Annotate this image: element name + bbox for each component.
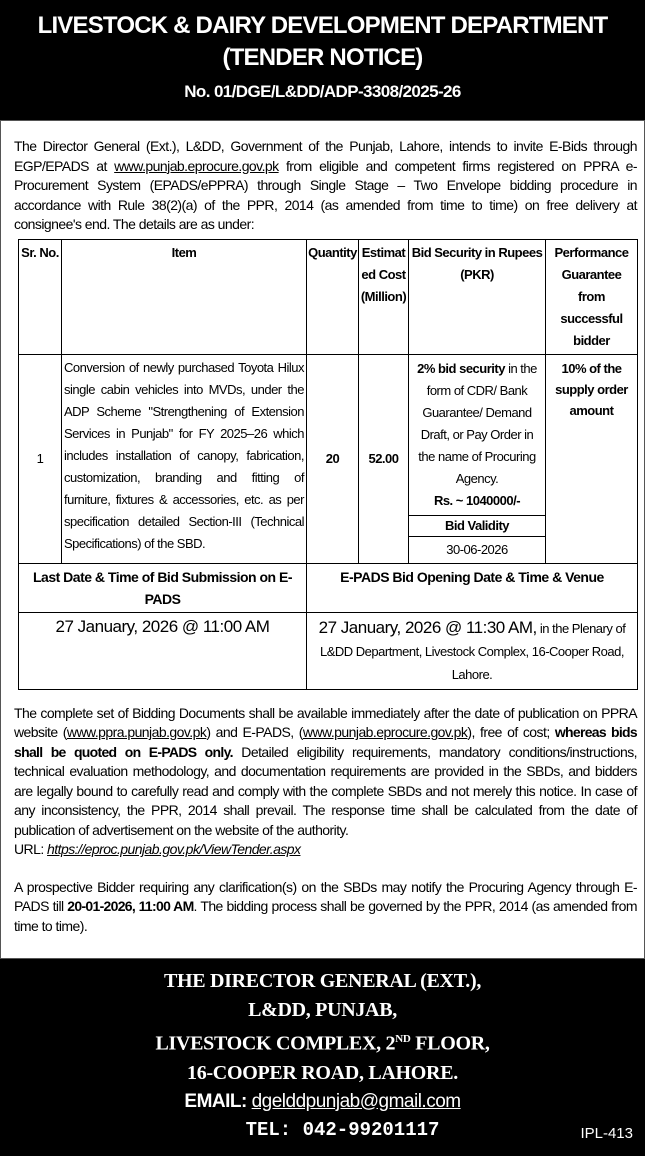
bid-security-percent: 2% bid security [417,360,505,376]
docs-text: The complete set of Bidding Documents shall be available immediately after the date of publication on PPRA website ( [14,704,637,740]
view-tender-link[interactable]: https://eproc.punjab.gov.pk/ViewTender.aspx [47,841,301,857]
intro-text: The Director General (Ext.), L&DD, Government of the Punjab, Lahore, intends to invite E-Bids through EGP/EPADS at [14,138,637,174]
quantity: 20 [307,354,359,563]
footer-line-3 [0,1025,645,1059]
clarification-text: A prospective Bidder requiring any clarification(s) on the SBDs may notify the Procuring Agency through E-PADS till [14,878,637,914]
clarification-text-2: . The bidding process shall be governed by the PPR, 2014 (as amended from time to time). [14,898,637,934]
epads-link[interactable]: www.punjab.eprocure.gov.pk [114,157,279,174]
bid-security [409,354,546,515]
contact-footer [0,959,645,1156]
footer-floor: FLOOR, [410,1032,490,1055]
col-bid-security: Bid Security in Rupees (PKR) [409,239,546,354]
intro-text-2: from eligible and competent firms registered on PPRA e-Procurement System (EPADS/ePPRA) through Single Stage – Two Envelope bidding procedure in accordance with Rule 38(2)(a) of the PPR, 2014 (as amended from time to time) on free delivery at consignee's end. The details are as under: [14,157,637,232]
footer-line-4: 16-COOPER ROAD, LAHORE. [187,1061,458,1084]
submission-label: Last Date & Time of Bid Submission on E-PADS [19,563,307,612]
docs-bold-text: whereas bids shall be quoted on E-PADS only. [14,724,637,760]
notice-body [0,120,645,959]
email-link[interactable]: dgelddpunjab@gmail.com [251,1090,461,1112]
footer-line-2: L&DD, PUNJAB, [248,999,397,1021]
opening-label: E-PADS Bid Opening Date & Time & Venue [307,563,638,612]
col-sr-no: Sr. No. [19,239,62,354]
footer-address: LIVESTOCK COMPLEX, 2 [155,1032,396,1055]
notice-header [0,0,645,120]
performance-guarantee-text: 10% of the supply order amount [555,360,628,418]
eprocure-link[interactable]: www.punjab.eprocure.gov.pk [302,724,468,740]
tender-table [18,239,638,690]
sr-no: 1 [19,354,62,563]
ad-code: IPL-413 [580,1124,633,1142]
opening-details [307,612,638,689]
col-estimated-cost: Estimated Cost (Million) [359,239,409,354]
docs-text: ), free of cost; [467,724,555,740]
docs-text: ) and E-PADS, ( [206,724,303,740]
notice-subtitle: (TENDER NOTICE) [222,44,423,71]
opening-datetime: 27 January, 2026 @ 11:30 AM, [318,617,537,637]
opening-venue: in the Plenary of L&DD Department, Livestock Complex, 16-Cooper Road, Lahore. [320,620,626,682]
col-item: Item [62,239,307,354]
email-label: EMAIL: [184,1090,252,1112]
ppra-link[interactable]: www.ppra.punjab.gov.pk [66,724,207,740]
clarification-paragraph [14,878,637,937]
table-row [19,354,638,515]
bid-security-text: in the form of CDR/ Bank Guarantee/ Demand Draft, or Pay Order in the name of Procuring Agency. [418,360,537,486]
submission-deadline: 27 January, 2026 @ 11:00 AM [19,612,307,689]
col-performance-guarantee: Performance Guarantee from successful bidder [546,239,638,354]
clarification-deadline: 20-01-2026, 11:00 AM [67,898,194,914]
bid-validity-label: Bid Validity [409,515,546,536]
url-label: URL: [14,841,48,857]
item-description: Conversion of newly purchased Toyota Hilux single cabin vehicles into MVDs, under the ADP Scheme "Strengthening of Extension Services in Punjab" for FY 2025–26 which includes installation of canopy, fabrication, customization, branding and fitting of furniture, fixtures & accessories, etc. as per specification detailed Section-III (Technical Specifications) of the SBD. [62,354,307,563]
footer-sup: ND [395,1033,411,1045]
department-title: LIVESTOCK & DAIRY DEVELOPMENT DEPARTMENT [37,12,608,39]
reference-number: No. 01/DGE/L&DD/ADP-3308/2025-26 [184,82,461,101]
docs-text: Detailed eligibility requirements, mandatory conditions/instructions, technical evaluation methodology, and documentation requirements are provided in the SBDs, and bidders are legally bound to carefully read and comply with the complete SBDs and not merely this notice. In case of any inconsistency, the PPR, 2014 shall prevail. The response time shall be calculated from the date of publication of advertisement on the website of the authority. [14,743,637,838]
footer-email [0,1088,645,1116]
documents-paragraph [14,704,637,860]
estimated-cost: 52.00 [359,354,409,563]
intro-paragraph [14,137,637,235]
footer-line-1: THE DIRECTOR GENERAL (EXT.), [163,970,482,992]
bid-security-amount: Rs. ~ 1040000/- [433,492,521,508]
col-quantity: Quantity [307,239,359,354]
bid-validity-date: 30-06-2026 [409,536,546,563]
performance-guarantee [546,354,638,563]
table-header-row [19,239,638,354]
footer-phone: TEL: 042-99201117 [245,1118,440,1141]
